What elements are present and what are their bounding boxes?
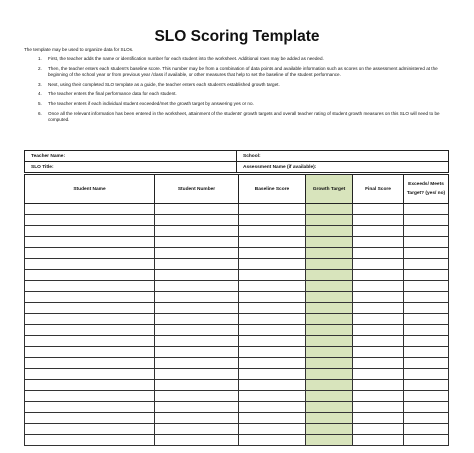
- school-field[interactable]: School:: [237, 151, 449, 162]
- final-score-cell[interactable]: [353, 215, 404, 226]
- student-name-cell[interactable]: [25, 248, 155, 259]
- student-number-cell[interactable]: [155, 303, 239, 314]
- student-name-cell[interactable]: [25, 424, 155, 435]
- table-row: [25, 325, 449, 336]
- growth-target-cell[interactable]: [306, 226, 353, 237]
- baseline-score-cell[interactable]: [239, 369, 306, 380]
- scoring-sheet: [24, 150, 448, 430]
- instruction-number: 3.: [38, 81, 42, 87]
- instruction-number: 6.: [38, 110, 42, 116]
- table-row: [25, 259, 449, 270]
- final-score-cell[interactable]: [353, 325, 404, 336]
- baseline-score-cell[interactable]: [239, 226, 306, 237]
- student-name-cell[interactable]: [25, 391, 155, 402]
- exceeds-meets-cell[interactable]: [404, 358, 449, 369]
- col-header-exceeds-meets: [404, 175, 449, 204]
- exceeds-meets-cell[interactable]: [404, 380, 449, 391]
- final-score-cell[interactable]: [353, 226, 404, 237]
- student-name-cell[interactable]: [25, 413, 155, 424]
- table-row: [25, 413, 449, 424]
- student-number-cell[interactable]: [155, 369, 239, 380]
- student-number-cell[interactable]: [155, 347, 239, 358]
- baseline-score-cell[interactable]: [239, 314, 306, 325]
- final-score-cell[interactable]: [353, 314, 404, 325]
- growth-target-cell[interactable]: [306, 325, 353, 336]
- growth-target-cell[interactable]: [306, 204, 353, 215]
- final-score-cell[interactable]: [353, 281, 404, 292]
- final-score-cell[interactable]: [353, 435, 404, 446]
- baseline-score-cell[interactable]: [239, 237, 306, 248]
- exceeds-meets-cell[interactable]: [404, 391, 449, 402]
- intro-text: The template may be used to organize data for SLOs.: [24, 47, 134, 52]
- instruction-item: [24, 91, 454, 97]
- student-number-cell[interactable]: [155, 259, 239, 270]
- growth-target-cell[interactable]: [306, 270, 353, 281]
- growth-target-cell[interactable]: [306, 292, 353, 303]
- final-score-cell[interactable]: [353, 347, 404, 358]
- student-number-cell[interactable]: [155, 325, 239, 336]
- growth-target-cell[interactable]: [306, 314, 353, 325]
- baseline-score-cell[interactable]: [239, 259, 306, 270]
- exceeds-meets-cell[interactable]: [404, 303, 449, 314]
- student-number-cell[interactable]: [155, 413, 239, 424]
- growth-target-cell[interactable]: [306, 424, 353, 435]
- student-name-cell[interactable]: [25, 336, 155, 347]
- final-score-cell[interactable]: [353, 380, 404, 391]
- baseline-score-cell[interactable]: [239, 402, 306, 413]
- baseline-score-cell[interactable]: [239, 347, 306, 358]
- instruction-number: 2.: [38, 65, 42, 71]
- student-number-cell[interactable]: [155, 424, 239, 435]
- exceeds-meets-cell[interactable]: [404, 237, 449, 248]
- growth-target-cell[interactable]: [306, 215, 353, 226]
- baseline-score-cell[interactable]: [239, 413, 306, 424]
- final-score-cell[interactable]: [353, 204, 404, 215]
- student-number-cell[interactable]: [155, 215, 239, 226]
- instruction-number: 4.: [38, 91, 42, 97]
- student-number-cell[interactable]: [155, 204, 239, 215]
- exceeds-meets-cell[interactable]: [404, 248, 449, 259]
- instruction-item: [24, 56, 454, 62]
- baseline-score-cell[interactable]: [239, 303, 306, 314]
- instruction-number: 1.: [38, 56, 42, 61]
- student-number-cell[interactable]: [155, 336, 239, 347]
- student-name-cell[interactable]: [25, 204, 155, 215]
- baseline-score-cell[interactable]: [239, 391, 306, 402]
- baseline-score-cell[interactable]: [239, 325, 306, 336]
- baseline-score-cell[interactable]: [239, 435, 306, 446]
- scoring-table-body: [25, 204, 449, 446]
- final-score-cell[interactable]: [353, 248, 404, 259]
- instruction-text: The teacher enters if each individual student exceeded/met the growth target by answering yes or no.: [48, 101, 254, 107]
- table-row: [25, 391, 449, 402]
- student-number-cell[interactable]: [155, 270, 239, 281]
- table-row: [25, 435, 449, 446]
- exceeds-meets-cell[interactable]: [404, 314, 449, 325]
- student-number-cell[interactable]: [155, 314, 239, 325]
- instruction-text: The teacher enters the final performance data for each student.: [48, 91, 177, 97]
- growth-target-cell[interactable]: [306, 369, 353, 380]
- student-name-cell[interactable]: [25, 292, 155, 303]
- instruction-item: [24, 101, 454, 107]
- student-name-cell[interactable]: [25, 358, 155, 369]
- student-number-cell[interactable]: [155, 358, 239, 369]
- exceeds-meets-cell[interactable]: [404, 413, 449, 424]
- exceeds-meets-cell[interactable]: [404, 292, 449, 303]
- student-number-cell[interactable]: [155, 226, 239, 237]
- table-row: [25, 204, 449, 215]
- instruction-text: First, the teacher adds the name or identification number for each student into the worksheet. Additional rows may be added as needed.: [48, 56, 324, 61]
- exceeds-meets-cell[interactable]: [404, 226, 449, 237]
- table-row: [25, 314, 449, 325]
- student-name-cell[interactable]: [25, 226, 155, 237]
- instruction-text: Then, the teacher enters each student's baseline score. This number may be from a combination of data points and available information such as scores on the assessment administered at the beginning of the school year or from previous year /class if available, or other measures that help to set the baseline of the student performance.: [48, 65, 438, 77]
- instruction-item: [24, 66, 454, 78]
- student-name-cell[interactable]: [25, 435, 155, 446]
- final-score-cell[interactable]: [353, 237, 404, 248]
- slo-title-field[interactable]: SLO Title:: [25, 162, 237, 173]
- final-score-cell[interactable]: [353, 413, 404, 424]
- col-header-student-number: Student Number: [155, 175, 239, 204]
- student-number-cell[interactable]: [155, 402, 239, 413]
- exceeds-meets-cell[interactable]: [404, 336, 449, 347]
- growth-target-cell[interactable]: [306, 237, 353, 248]
- student-name-cell[interactable]: [25, 325, 155, 336]
- baseline-score-cell[interactable]: [239, 270, 306, 281]
- final-score-cell[interactable]: [353, 292, 404, 303]
- growth-target-cell[interactable]: [306, 391, 353, 402]
- table-row: [25, 226, 449, 237]
- final-score-cell[interactable]: [353, 358, 404, 369]
- table-row: [25, 369, 449, 380]
- student-name-cell[interactable]: [25, 237, 155, 248]
- student-name-cell[interactable]: [25, 215, 155, 226]
- student-number-cell[interactable]: [155, 248, 239, 259]
- final-score-cell[interactable]: [353, 424, 404, 435]
- table-row: [25, 281, 449, 292]
- growth-target-cell[interactable]: [306, 413, 353, 424]
- col-header-baseline-score: Baseline Score: [239, 175, 306, 204]
- info-fields-table: [24, 150, 449, 173]
- teacher-name-field[interactable]: Teacher Name:: [25, 151, 237, 162]
- col-header-student-name: Student Name: [25, 175, 155, 204]
- exceeds-meets-cell[interactable]: [404, 402, 449, 413]
- table-row: [25, 215, 449, 226]
- student-name-cell[interactable]: [25, 402, 155, 413]
- exceeds-meets-cell[interactable]: [404, 369, 449, 380]
- baseline-score-cell[interactable]: [239, 292, 306, 303]
- growth-target-cell[interactable]: [306, 402, 353, 413]
- growth-target-cell[interactable]: [306, 336, 353, 347]
- student-name-cell[interactable]: [25, 259, 155, 270]
- table-row: [25, 270, 449, 281]
- scoring-table: [24, 174, 449, 446]
- student-number-cell[interactable]: [155, 281, 239, 292]
- baseline-score-cell[interactable]: [239, 358, 306, 369]
- student-name-cell[interactable]: [25, 270, 155, 281]
- table-row: [25, 424, 449, 435]
- exceeds-meets-cell[interactable]: [404, 281, 449, 292]
- growth-target-cell[interactable]: [306, 358, 353, 369]
- student-number-cell[interactable]: [155, 292, 239, 303]
- exceeds-meets-cell[interactable]: [404, 259, 449, 270]
- student-name-cell[interactable]: [25, 380, 155, 391]
- instruction-item: [24, 111, 454, 123]
- final-score-cell[interactable]: [353, 369, 404, 380]
- exceeds-meets-cell[interactable]: [404, 325, 449, 336]
- student-number-cell[interactable]: [155, 435, 239, 446]
- student-name-cell[interactable]: [25, 347, 155, 358]
- table-row: [25, 347, 449, 358]
- growth-target-cell[interactable]: [306, 281, 353, 292]
- growth-target-cell[interactable]: [306, 259, 353, 270]
- instruction-text: Next, using their completed SLO template as a guide, the teacher enters each student's established growth target.: [48, 81, 280, 87]
- table-row: [25, 358, 449, 369]
- student-name-cell[interactable]: [25, 314, 155, 325]
- table-row: [25, 292, 449, 303]
- final-score-cell[interactable]: [353, 402, 404, 413]
- student-name-cell[interactable]: [25, 281, 155, 292]
- instruction-list: [24, 56, 454, 123]
- baseline-score-cell[interactable]: [239, 215, 306, 226]
- growth-target-cell[interactable]: [306, 435, 353, 446]
- exceeds-meets-cell[interactable]: [404, 270, 449, 281]
- baseline-score-cell[interactable]: [239, 380, 306, 391]
- student-number-cell[interactable]: [155, 237, 239, 248]
- final-score-cell[interactable]: [353, 391, 404, 402]
- student-number-cell[interactable]: [155, 391, 239, 402]
- final-score-cell[interactable]: [353, 270, 404, 281]
- growth-target-cell[interactable]: [306, 380, 353, 391]
- final-score-cell[interactable]: [353, 259, 404, 270]
- col-header-exceeds-line2: Target? (yes/ no): [406, 191, 446, 196]
- baseline-score-cell[interactable]: [239, 336, 306, 347]
- exceeds-meets-cell[interactable]: [404, 215, 449, 226]
- final-score-cell[interactable]: [353, 303, 404, 314]
- col-header-final-score: Final Score: [353, 175, 404, 204]
- table-row: [25, 380, 449, 391]
- student-name-cell[interactable]: [25, 369, 155, 380]
- table-row: [25, 237, 449, 248]
- table-row: [25, 402, 449, 413]
- table-row: [25, 336, 449, 347]
- exceeds-meets-cell[interactable]: [404, 347, 449, 358]
- baseline-score-cell[interactable]: [239, 204, 306, 215]
- final-score-cell[interactable]: [353, 336, 404, 347]
- growth-target-cell[interactable]: [306, 303, 353, 314]
- baseline-score-cell[interactable]: [239, 281, 306, 292]
- table-header-row: [25, 175, 449, 204]
- page-title: SLO Scoring Template: [154, 28, 320, 45]
- growth-target-cell[interactable]: [306, 347, 353, 358]
- instruction-number: 5.: [38, 101, 42, 107]
- col-header-exceeds-line1: Exceeds/ Meets: [408, 182, 444, 187]
- baseline-score-cell[interactable]: [239, 248, 306, 259]
- assessment-name-field[interactable]: Assessment Name (if available):: [237, 162, 449, 173]
- exceeds-meets-cell[interactable]: [404, 424, 449, 435]
- exceeds-meets-cell[interactable]: [404, 435, 449, 446]
- col-header-growth-target: Growth Target: [306, 175, 353, 204]
- baseline-score-cell[interactable]: [239, 424, 306, 435]
- table-row: [25, 248, 449, 259]
- student-name-cell[interactable]: [25, 303, 155, 314]
- instruction-text: Once all the relevant information has been entered in the worksheet, attainment of the students' growth targets and overall teacher rating of student growth measures on this SLO will need to be computed.: [48, 110, 440, 122]
- instruction-item: [24, 82, 454, 88]
- growth-target-cell[interactable]: [306, 248, 353, 259]
- table-row: [25, 303, 449, 314]
- exceeds-meets-cell[interactable]: [404, 204, 449, 215]
- student-number-cell[interactable]: [155, 380, 239, 391]
